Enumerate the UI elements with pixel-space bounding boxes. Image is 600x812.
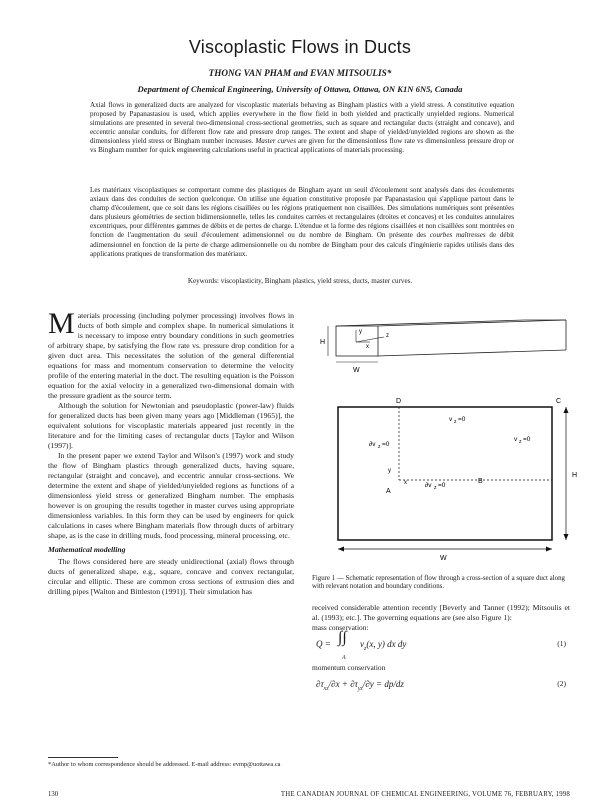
abstract-english-text: Axial flows in generalized ducts are analyzed for viscoplastic materials behaving as Bingham plastics with a yield stress. A constitutive equation proposed by Papanastasiou is used, which applies everywhere in the flow field in both yielded and practically unyielded regions. Numerical simulations are presented in several two-dimensional cross-sectional geometries, such as square and rectangular ducts (straight and concave), and eccentric annular conduits, for different flow rate and pressure drop ranges. The extent and shape of yielded/unyielded regions are shown as the dimensionless yield stress or Bingham number increases. <box>90 101 514 146</box>
momentum-conservation-label: momentum conservation <box>312 663 386 672</box>
section-heading-modelling: Mathematical modelling <box>48 545 126 554</box>
h-arrow-bottom <box>564 534 569 540</box>
intro-paragraph-2: Although the solution for Newtonian and pseudoplastic (power-law) fluids for generalized ducts has been given many years ago [Middleman (1965)], the equivalent solutions for viscoplastic materials appeared just recently in the literature and for the limiting cases of rectangular ducts [Taylor and Wilson (1997)]. <box>48 401 294 450</box>
figure-caption: Figure 1 — Schematic representation of flow through a cross-section of a square duct along with relevant notation and boundary conditions. <box>312 575 565 591</box>
modelling-paragraph-1: The flows considered here are steady unidirectional (axial) flows through ducts of generalized shape, e.g., square, concave and convex rectangular, circular and elliptic. These are common cross sections of extrusion dies and drilling pipes [Walton and Bittleston (1991)]. Their simulation has <box>48 557 294 596</box>
bc-top-sub: z <box>454 419 457 425</box>
paper-authors: THONG VAN PHAM and EVAN MITSOULIS* <box>208 68 392 78</box>
h-arrow-top <box>564 407 569 413</box>
abstract-french <box>90 186 514 259</box>
paper-title: Viscoplastic Flows in Ducts <box>188 37 412 57</box>
footnote: *Author to whom correspondence should be addressed. E-mail address: evmp@uottawa.ca <box>48 761 281 768</box>
mass-conservation-label: mass conservation: <box>312 623 369 632</box>
abstract-french-tail: de débit adimensionnel en fonction de la perte de charge adimensionnelle ou du nombre de Bingham pour des calculs d'ingénierie rapides utilisés dans des applications pratiques de transformation des matériaux. <box>90 231 515 258</box>
axis-y-label: y <box>359 329 362 335</box>
right-column <box>312 603 570 703</box>
figure-1-schematic <box>304 320 584 562</box>
bc-right-v: v <box>514 436 518 443</box>
bc-top <box>449 416 466 425</box>
bc-bottom-sub: z <box>434 485 437 491</box>
w-arrow-left <box>338 547 344 552</box>
bc-left-grad: ∂v <box>369 441 376 448</box>
abstract-english-emphasis: Master curves <box>255 137 296 146</box>
equation-1-domain: A <box>342 655 346 661</box>
intro-paragraph-1 <box>48 307 294 401</box>
footnote-rule <box>48 757 118 758</box>
author-affiliation: Department of Chemical Engineering, University of Ottawa, Ottawa, ON K1N 6N5, Canada <box>137 84 463 94</box>
equation-2-terms: $\partial\tau_{xz}/\partial x + \partial\tau_{yz}/\partial y = dp/dz$ <box>316 679 404 692</box>
intro-paragraph-3: In the present paper we extend Taylor and Wilson's (1997) work and study the flow of Bingham plastics through generalized ducts, having square, rectangular (straight and concave), and eccentric annular cross-sections. We determine the extent and shape of yielded/unyielded regions as functions of a dimensionless yield stress or generalized Bingham number. The emphasis however is on grouping the results together in master curves using appropriate dimensionless variables. In this form they can be used by engineers for quick calculations in cases where Bingham materials flow through ducts of arbitrary shape, as is the case in drilling muds, food processing, mineral processing, etc. <box>48 451 294 540</box>
axis-z <box>356 337 384 342</box>
abstract-french-emphasis: courbes maîtresses <box>429 231 486 240</box>
bc-left-sub: z <box>378 444 381 450</box>
abstract-english <box>90 101 514 156</box>
h-small-label: H <box>320 339 326 346</box>
duct-cross-section <box>338 407 552 540</box>
abstract-english-tail: are given for the dimensionless flow rate vs dimensionless pressure drop or vs Bingham number for quick engineering calculations useful in practical applications of materials processing. <box>90 137 514 155</box>
page-number: 130 <box>48 791 59 798</box>
duct-perspective <box>336 320 566 356</box>
origin-y-label: y <box>388 468 391 474</box>
h-dimension-label: H <box>572 472 578 479</box>
bc-right <box>514 436 531 445</box>
intro-paragraph-1-text: aterials processing (including polymer processing) involves flows in ducts of both simple and complex shape. In numerical simulations it is necessary to impose entry boundary conditions in such geometries of arbitrary shape, by satisfying the flow rate vs. pressure drop condition for a given duct area. This necessitates the solution of the general differential equations for mass and momentum conservation to determine the velocity profile of the entering material in the duct. The resulting equation is the Poisson equation for the axial velocity in a generalized two-dimensional domain with the pressure gradient as the source term. <box>48 311 294 400</box>
corner-label-d: D <box>396 398 402 405</box>
axis-x-label: x <box>366 344 369 350</box>
bc-left-zero: =0 <box>382 441 390 448</box>
corner-label-a: A <box>386 488 391 495</box>
corner-label-c: C <box>556 398 562 405</box>
duct-edge-top-left <box>336 320 524 326</box>
duct-edge-bottom-right <box>378 350 566 356</box>
bc-bottom-grad: ∂v <box>425 482 432 489</box>
duct-front-face <box>336 326 378 356</box>
corner-label-b: B <box>478 478 483 485</box>
equation-1-lhs: Q = <box>316 639 331 649</box>
journal-footer: THE CANADIAN JOURNAL OF CHEMICAL ENGINEERING, VOLUME 76, FEBRUARY, 1998 <box>280 791 570 798</box>
equation-1-number: (1) <box>557 639 566 648</box>
equation-1-integral: ∫∫ <box>338 629 347 646</box>
abstract-french-text: Les matériaux viscoplastiques se comportant comme des plastiques de Bingham ayant un seuil d'écoulement sont analysés dans des écoulements axiaux dans des conduites de section quelconque. On utilise une équation constitutive proposée par Papanastasiou qui s'applique partout dans le champ d'écoulement, que ce soit dans les régions cisaillées ou les régions pratiquement non cisaillées. Des simulations numériques sont présentées dans plusieurs géométries de section bidimensionnelle, telles les conduites carrées et rectangulaires (droites et concaves) et les conduites annulaires excentriques, pour différentes gammes de débits et de pertes de charge. L'étendue et la forme des régions cisaillées et non cisaillées sont montrées en fonction de l'augmentation du seuil d'écoulement adimensionnel ou du nombre de Bingham. On présente des <box>90 186 514 240</box>
equation-1-integrand: $v_z(x$, y) dx dy <box>360 639 407 652</box>
equation-2-number: (2) <box>557 679 566 688</box>
equation-1 <box>312 629 570 663</box>
axis-z-label: z <box>386 333 389 339</box>
right-paragraph-1: received considerable attention recently [Beverly and Tanner (1992); Mitsoulis et al. (1993); etc.]. The governing equations are (see also Figure 1): <box>312 603 570 622</box>
bc-right-sub: z <box>519 439 522 445</box>
equation-2 <box>312 673 570 703</box>
w-dimension-label: W <box>440 555 447 562</box>
bc-top-zero: =0 <box>458 416 466 423</box>
bc-right-zero: =0 <box>523 436 531 443</box>
left-column <box>48 307 294 597</box>
drop-cap: M <box>48 307 75 340</box>
w-small-label: W <box>353 367 360 374</box>
bc-top-v: v <box>449 416 453 423</box>
bc-left-gradient <box>369 441 390 450</box>
duct-edge-top-right <box>378 320 566 326</box>
w-arrow-right <box>546 547 552 552</box>
keywords: Keywords: viscoplasticity, Bingham plastics, yield stress, ducts, master curves. <box>187 277 413 285</box>
origin-x-label: x <box>404 480 407 486</box>
bc-bottom-zero: =0 <box>438 482 446 489</box>
bc-bottom-gradient <box>425 482 446 491</box>
